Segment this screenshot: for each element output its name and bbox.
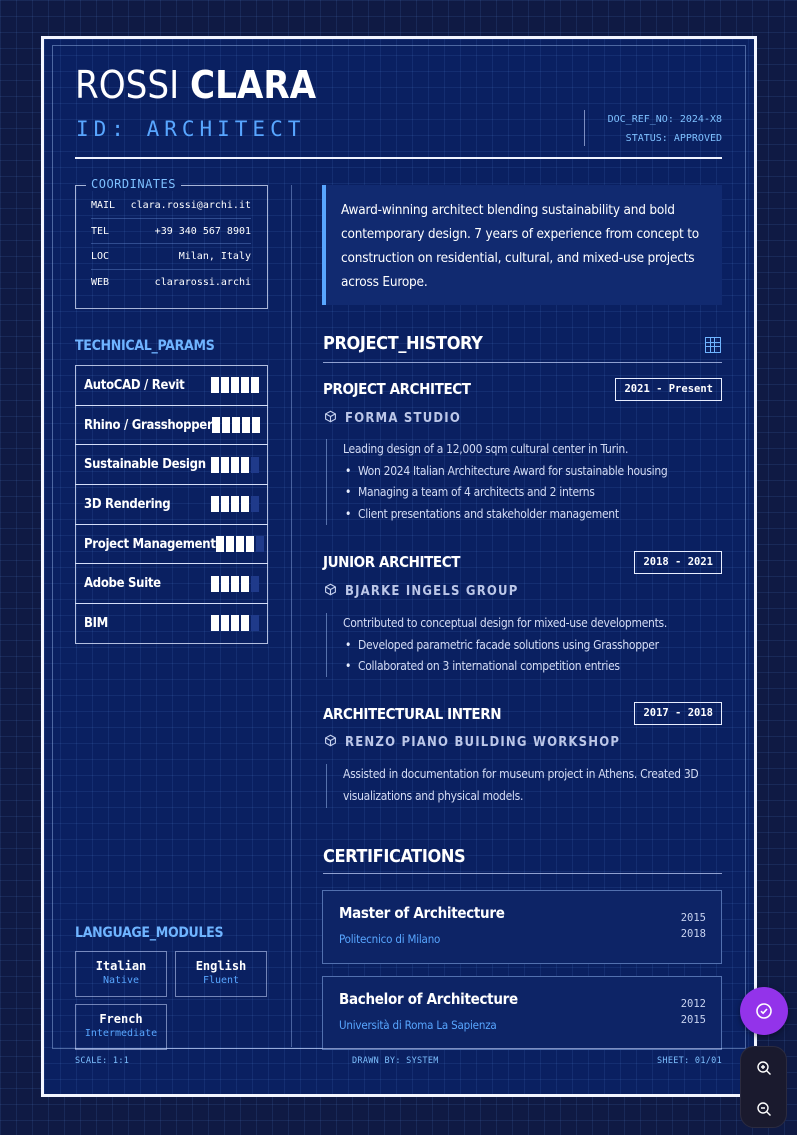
job-intro: Assisted in documentation for museum project in Athens. Created 3D visualizations and physical models. xyxy=(343,767,699,803)
contact-key: LOC xyxy=(91,250,110,262)
language-name: French xyxy=(99,1012,143,1026)
doc-ref-number: DOC_REF_NO: 2024-X8 xyxy=(607,114,722,125)
job-title: PROJECT ARCHITECT xyxy=(323,380,471,398)
skill-level-segment xyxy=(246,536,254,552)
language-item xyxy=(175,951,267,997)
contact-row-tel xyxy=(91,219,251,243)
language-modules-title: LANGUAGE_MODULES xyxy=(75,925,224,941)
certification-end: 2015 xyxy=(680,1014,706,1026)
skill-row xyxy=(75,603,268,644)
skill-row xyxy=(75,563,268,604)
technical-params-title: TECHNICAL_PARAMS xyxy=(75,338,215,354)
skill-level-segment xyxy=(231,457,239,473)
skill-level-meter xyxy=(211,576,259,592)
coordinates-title: COORDINATES xyxy=(86,177,181,191)
footer-divider xyxy=(75,1048,722,1049)
language-level: Fluent xyxy=(202,975,240,986)
skill-level-segment xyxy=(211,615,219,631)
skill-level-segment xyxy=(232,417,240,433)
skill-level-segment xyxy=(251,615,259,631)
approve-fab-button[interactable] xyxy=(740,987,788,1035)
skill-level-segment xyxy=(221,615,229,631)
grid-icon xyxy=(705,337,721,353)
job-intro: Leading design of a 12,000 sqm cultural center in Turin. xyxy=(343,442,629,456)
skill-level-segment xyxy=(236,536,244,552)
skill-level-segment xyxy=(241,496,249,512)
certification-title: Master of Architecture xyxy=(339,904,505,922)
job-bullet: • Won 2024 Italian Architecture Award for sustainable housing xyxy=(343,461,722,483)
skill-name: BIM xyxy=(84,615,109,631)
company-label: FORMA STUDIO xyxy=(345,411,462,426)
skill-level-meter xyxy=(212,417,260,433)
certifications-title: CERTIFICATIONS xyxy=(323,846,466,867)
contact-location: Milan, Italy xyxy=(178,250,251,262)
contact-phone[interactable]: +39 340 567 8901 xyxy=(154,225,251,237)
skill-level-segment xyxy=(212,417,220,433)
job-bullet: • Managing a team of 4 architects and 2 interns xyxy=(343,482,722,504)
certification-start: 2015 xyxy=(680,912,706,924)
job-title: ARCHITECTURAL INTERN xyxy=(323,705,502,723)
certification-start: 2012 xyxy=(680,998,706,1010)
skill-row xyxy=(75,365,268,406)
skill-level-segment xyxy=(226,536,234,552)
skill-level-segment xyxy=(211,496,219,512)
skill-row xyxy=(75,444,268,485)
company-name xyxy=(324,410,461,426)
skill-level-segment xyxy=(242,417,250,433)
skill-level-segment xyxy=(231,377,239,393)
skill-level-segment xyxy=(216,536,224,552)
cube-icon xyxy=(324,410,337,423)
skill-level-segment xyxy=(241,457,249,473)
column-divider xyxy=(291,185,292,1047)
skill-level-segment xyxy=(221,576,229,592)
contact-row-mail xyxy=(91,193,251,217)
job-intro: Contributed to conceptual design for mixed-use developments. xyxy=(343,616,667,630)
skill-level-segment xyxy=(241,377,249,393)
last-name: CLARA xyxy=(190,63,317,107)
page-title xyxy=(75,62,316,108)
skill-name: 3D Rendering xyxy=(84,496,171,512)
section-rule xyxy=(323,362,722,363)
certification-card xyxy=(322,976,722,1050)
language-name: English xyxy=(195,959,247,973)
skill-level-segment xyxy=(221,377,229,393)
skill-level-segment xyxy=(211,377,219,393)
skill-level-segment xyxy=(241,576,249,592)
skills-table xyxy=(75,365,268,644)
job-bullet: • Collaborated on 3 international competition entries xyxy=(343,656,722,678)
section-rule xyxy=(323,873,722,874)
footer-drawn-by: DRAWN BY: SYSTEM xyxy=(352,1056,439,1066)
zoom-out-icon xyxy=(756,1101,772,1117)
contact-key: WEB xyxy=(91,276,110,288)
language-item xyxy=(75,1004,167,1050)
skill-level-segment xyxy=(251,576,259,592)
skill-name: AutoCAD / Revit xyxy=(84,377,185,393)
job-dates: 2017 - 2018 xyxy=(634,702,722,725)
company-name xyxy=(324,583,519,599)
footer-sheet: SHEET: 01/01 xyxy=(656,1056,722,1066)
skill-level-segment xyxy=(231,576,239,592)
cube-icon xyxy=(324,734,337,747)
zoom-controls xyxy=(740,1046,787,1128)
contact-row-loc xyxy=(91,244,251,268)
skill-level-segment xyxy=(251,496,259,512)
contact-key: MAIL xyxy=(91,199,116,211)
contact-row-web xyxy=(91,270,251,294)
certification-end: 2018 xyxy=(680,928,706,940)
skill-level-meter xyxy=(211,457,259,473)
contact-website[interactable]: clararossi.archi xyxy=(154,276,251,288)
check-circle-icon xyxy=(755,1002,773,1020)
certification-years xyxy=(681,996,706,1028)
zoom-in-button[interactable] xyxy=(752,1056,776,1080)
certification-card xyxy=(322,890,722,964)
certification-title: Bachelor of Architecture xyxy=(339,990,518,1008)
doc-status: STATUS: APPROVED xyxy=(625,133,722,144)
job-bullet: • Client presentations and stakeholder management xyxy=(343,504,722,526)
skill-name: Project Management xyxy=(84,536,216,552)
certification-school: Università di Roma La Sapienza xyxy=(339,1018,497,1032)
skill-row xyxy=(75,524,268,565)
certification-school: Politecnico di Milano xyxy=(339,932,441,946)
language-level: Native xyxy=(102,975,140,986)
zoom-out-button[interactable] xyxy=(752,1097,776,1121)
job-description xyxy=(326,439,722,525)
project-history-title: PROJECT_HISTORY xyxy=(323,333,483,354)
job-bullet: • Developed parametric facade solutions using Grasshopper xyxy=(343,635,722,657)
job-dates: 2021 - Present xyxy=(615,378,722,401)
skill-row xyxy=(75,405,268,446)
skill-level-segment xyxy=(241,615,249,631)
skill-level-meter xyxy=(211,377,259,393)
job-title: JUNIOR ARCHITECT xyxy=(323,553,461,571)
company-name xyxy=(324,734,620,750)
skill-level-segment xyxy=(221,496,229,512)
skill-level-segment xyxy=(211,576,219,592)
profile-summary: Award-winning architect blending sustainability and bold contemporary design. 7 years of experience from concept to construction on residential, cultural, and mixed-use projects across Europe. xyxy=(322,185,722,305)
role-id: ID: ARCHITECT xyxy=(76,117,306,141)
company-label: RENZO PIANO BUILDING WORKSHOP xyxy=(345,735,621,750)
skill-name: Adobe Suite xyxy=(84,576,161,592)
skill-level-meter xyxy=(211,496,259,512)
cube-icon xyxy=(324,583,337,596)
first-name: ROSSI xyxy=(75,63,180,107)
job-description xyxy=(326,613,722,677)
language-level: Intermediate xyxy=(84,1028,158,1039)
skill-level-segment xyxy=(221,457,229,473)
job-dates: 2018 - 2021 xyxy=(634,551,722,574)
zoom-in-icon xyxy=(756,1060,772,1076)
skill-level-segment xyxy=(211,457,219,473)
company-label: BJARKE INGELS GROUP xyxy=(345,584,519,599)
skill-name: Sustainable Design xyxy=(84,457,206,473)
skill-name: Rhino / Grasshopper xyxy=(84,417,213,433)
skill-level-segment xyxy=(251,457,259,473)
skill-row xyxy=(75,484,268,525)
language-name: Italian xyxy=(95,959,147,973)
skill-level-segment xyxy=(251,377,259,393)
certification-years xyxy=(681,910,706,942)
doc-ref-block xyxy=(584,110,722,146)
job-description xyxy=(326,764,722,808)
language-item xyxy=(75,951,167,997)
skill-level-segment xyxy=(231,615,239,631)
header-divider xyxy=(75,157,722,159)
skill-level-meter xyxy=(211,615,259,631)
contact-email[interactable]: clara.rossi@archi.it xyxy=(130,199,251,211)
contact-key: TEL xyxy=(91,225,110,237)
skill-level-segment xyxy=(252,417,260,433)
footer-scale: SCALE: 1:1 xyxy=(75,1056,130,1066)
skill-level-meter xyxy=(216,536,264,552)
skill-level-segment xyxy=(222,417,230,433)
skill-level-segment xyxy=(256,536,264,552)
skill-level-segment xyxy=(231,496,239,512)
